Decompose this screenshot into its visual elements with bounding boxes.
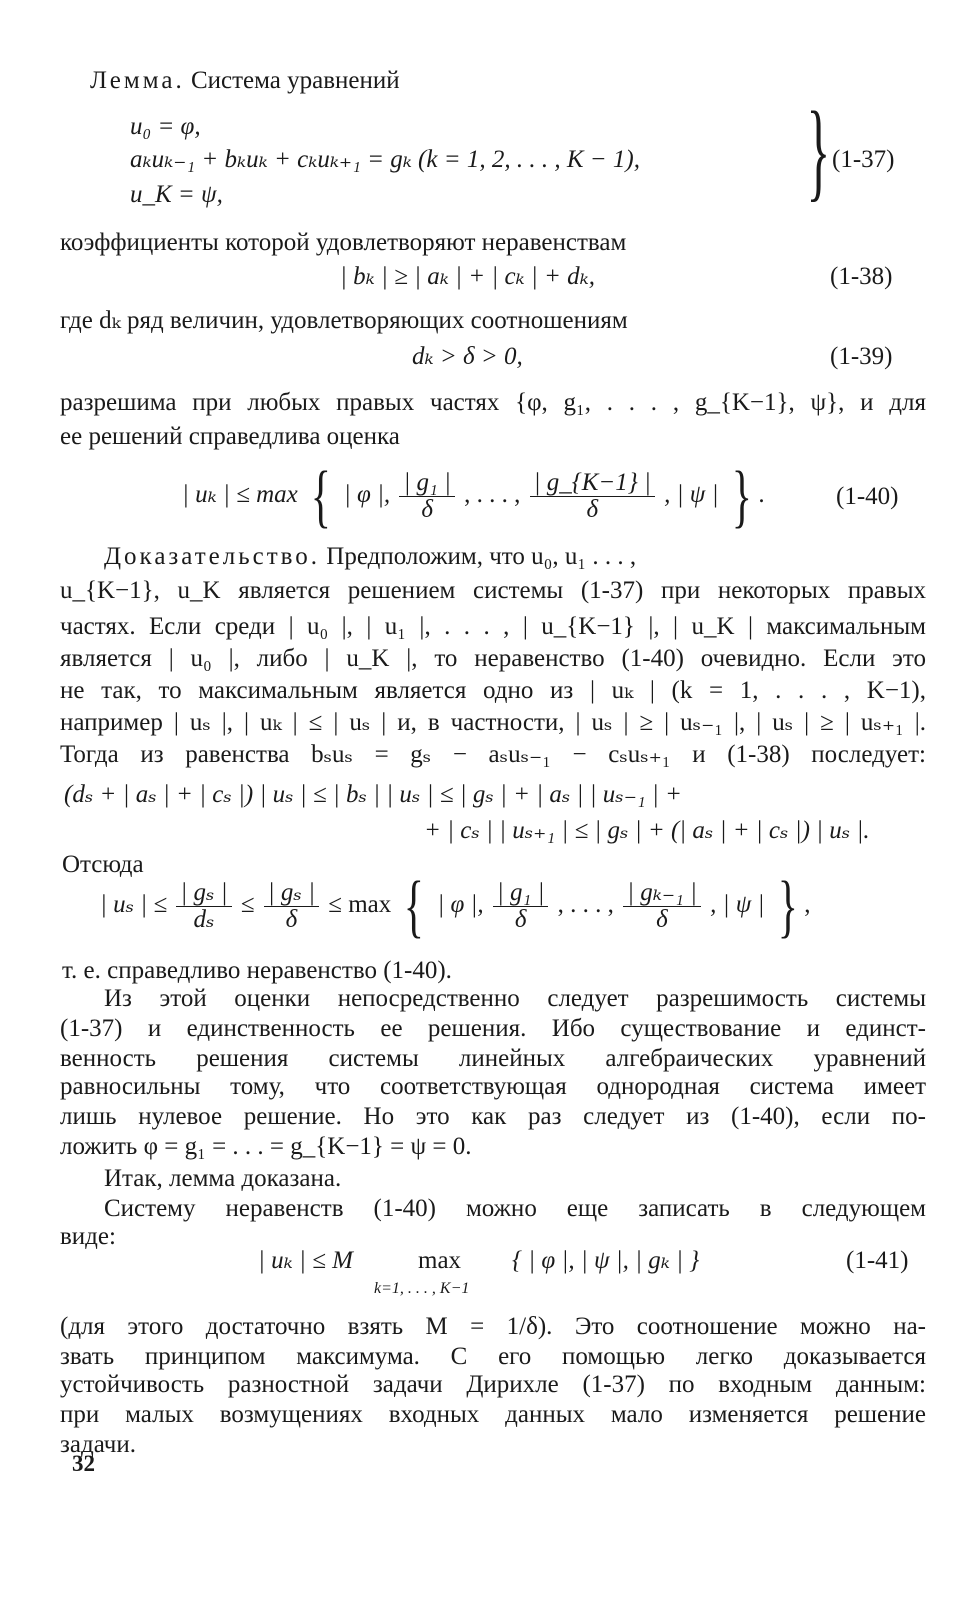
fraction-denominator: δ [514, 906, 527, 933]
equation-label-1-38: (1-38) [830, 263, 893, 290]
inequality-1-39: dₖ > δ > 0, [412, 343, 523, 370]
equation-label-1-40: (1-40) [836, 483, 899, 510]
inequality-1-38: | bₖ | ≥ | aₖ | + | cₖ | + dₖ, [340, 263, 596, 290]
hence-psi: , | ψ | [710, 891, 765, 919]
proof-line-text: Предположим, что u₀, u₁ . . . , [326, 543, 637, 570]
estimate-1-40: | uₖ | ≤ max { | φ |, $\frac{\text{| g₁ |}}{\delta}$ , . . . , $\frac{| g\_\{K-1\} |}{\delta}$ , | ψ | } . [182, 457, 765, 535]
solvability-line-2: ее решений справедлива оценка [60, 423, 400, 450]
proof-inequality-a: (dₛ + | aₛ | + | cₛ |) | uₛ | ≤ | bₛ | | uₛ | ≤ | gₛ | + | aₛ | | uₛ₋₁ | + [64, 781, 682, 808]
hence-label: Отсюда [62, 851, 144, 878]
para2-line-5: лишь нулевое решение. Но это как раз следует из (1-40), если по- [60, 1103, 926, 1130]
where-text: где dₖ ряд величин, удовлетворяющих соотношениям [60, 307, 628, 334]
lemma-title: Лемма. [90, 67, 185, 94]
fraction-gk-delta [623, 880, 701, 933]
hence-lhs: | uₛ | ≤ [100, 891, 168, 919]
eq41-lhs: | uₖ | ≤ M [258, 1247, 353, 1274]
eq41-range: k=1, . . . , K−1 [374, 1280, 470, 1297]
fraction-numerator: | gₛ | [176, 880, 231, 907]
fraction-gs-ds [176, 880, 231, 933]
fraction-numerator: | gₖ₋₁ | [623, 880, 701, 907]
para5-line-5: задачи. [60, 1431, 136, 1458]
para2-line-2: (1-37) и единственность ее решения. Ибо существование и единст- [60, 1015, 926, 1042]
estimate-phi: | φ |, [343, 481, 391, 509]
para2-line-1: Из этой оценки непосредственно следует разрешимость системы [104, 985, 926, 1012]
equation-label-1-41: (1-41) [846, 1247, 909, 1274]
hence-inequality [100, 867, 811, 945]
solvability-line-1: разрешима при любых правых частях {φ, g₁, . . . , g_{K−1}, ψ}, и для [60, 389, 926, 416]
proof-line-6: например | uₛ |, | uₖ | ≤ | uₛ | и, в частности, | uₛ | ≥ | uₛ₋₁ |, | uₛ | ≥ | uₛ₊₁ |. [60, 709, 926, 736]
fraction-numerator: | g₁ | [493, 880, 548, 907]
fraction-gK-delta [530, 470, 655, 523]
para4-line-2: виде: [60, 1223, 116, 1250]
hence-end: , [804, 891, 811, 919]
lemma-intro: Система уравнений [190, 67, 400, 94]
para5-line-1: (для этого достаточно взять M = 1/δ). Это соотношение можно на- [60, 1313, 926, 1340]
proof-line-7: Тогда из равенства bₛuₛ = gₛ − aₛuₛ₋₁ − cₛuₛ₊₁ и (1-38) последует: [60, 741, 926, 768]
eq41-max: max [418, 1247, 462, 1274]
para2-line-6: ложить φ = g₁ = . . . = g_{K−1} = ψ = 0. [60, 1133, 472, 1160]
hence-mid: ≤ [240, 891, 255, 919]
coefficient-text: коэффициенты которой удовлетворяют неравенствам [60, 229, 627, 256]
right-brace: } [806, 89, 831, 211]
para2-line-3: венность решения системы линейных алгебраических уравнений [60, 1045, 926, 1072]
left-brace: { [310, 457, 331, 535]
estimate-lhs: | uₖ | ≤ max [182, 481, 298, 509]
fraction-denominator: δ [285, 906, 298, 933]
hence-max: ≤ max [328, 891, 392, 919]
fraction-denominator: dₛ [193, 906, 215, 933]
proof-line-2: u_{K−1}, u_K является решением системы (1-37) при некоторых правых [60, 577, 926, 604]
fraction-numerator: | g₁ | [399, 470, 454, 497]
fraction-numerator: | g_{K−1} | [530, 470, 655, 497]
fraction-g1-delta [493, 880, 548, 933]
para2-line-4: равносильны тому, что соответствующая однородная система имеет [60, 1073, 926, 1100]
equation-1-37-line1: u₀ = φ, [130, 113, 201, 140]
proof-line-3: частях. Если среди | u₀ |, | u₁ |, . . . , | u_{K−1} |, | u_K | максимальным [60, 613, 926, 640]
right-brace: } [777, 867, 798, 945]
para5-line-2: звать принципом максимума. С его помощью легко доказывается [60, 1343, 926, 1370]
equation-label-1-37: (1-37) [832, 146, 895, 173]
estimate-psi: , | ψ | [664, 481, 719, 509]
proof-line-5: не так, то максимальным является одно из | uₖ | (k = 1, . . . , K−1), [60, 677, 926, 704]
proof-conclusion: т. е. справедливо неравенство (1-40). [62, 957, 452, 984]
para5-line-4: при малых возмущениях входных данных мало изменяется решение [60, 1401, 926, 1428]
para5-line-3: устойчивость разностной задачи Дирихле (1-37) по входным данным: [60, 1371, 926, 1398]
hence-phi: | φ |, [437, 891, 484, 919]
proof-line-1 [60, 542, 926, 571]
fraction-denominator: δ [586, 496, 599, 523]
eq41-rhs: { | φ |, | ψ |, | gₖ | } [512, 1247, 700, 1274]
fraction-gs-delta [264, 880, 319, 933]
fraction-denominator: δ [656, 906, 668, 933]
fraction-numerator: | gₛ | [264, 880, 319, 907]
fraction-g1-delta [399, 470, 454, 523]
fraction-denominator: δ [421, 496, 433, 523]
proof-title: Доказательство. [104, 543, 321, 570]
para3: Итак, лемма доказана. [104, 1165, 342, 1192]
left-brace: { [404, 867, 425, 945]
equation-1-37-line3: u_K = ψ, [130, 181, 223, 208]
equation-1-37-line2: aₖuₖ₋₁ + bₖuₖ + cₖuₖ₊₁ = gₖ (k = 1, 2, . . . , K − 1), [130, 146, 640, 173]
hence-dots: , . . . , [557, 891, 614, 919]
page-number: 32 [72, 1451, 95, 1476]
para4-line-1: Систему неравенств (1-40) можно еще записать в следующем [104, 1195, 926, 1222]
right-brace: } [731, 457, 752, 535]
estimate-dots: , . . . , [464, 481, 521, 509]
equation-label-1-39: (1-39) [830, 343, 893, 370]
proof-line-4: является | u₀ |, либо | u_K |, то неравенство (1-40) очевидно. Если это [60, 645, 926, 672]
proof-inequality-b: + | cₛ | | uₛ₊₁ | ≤ | gₛ | + (| aₛ | + | cₛ |) | uₛ |. [424, 817, 870, 844]
